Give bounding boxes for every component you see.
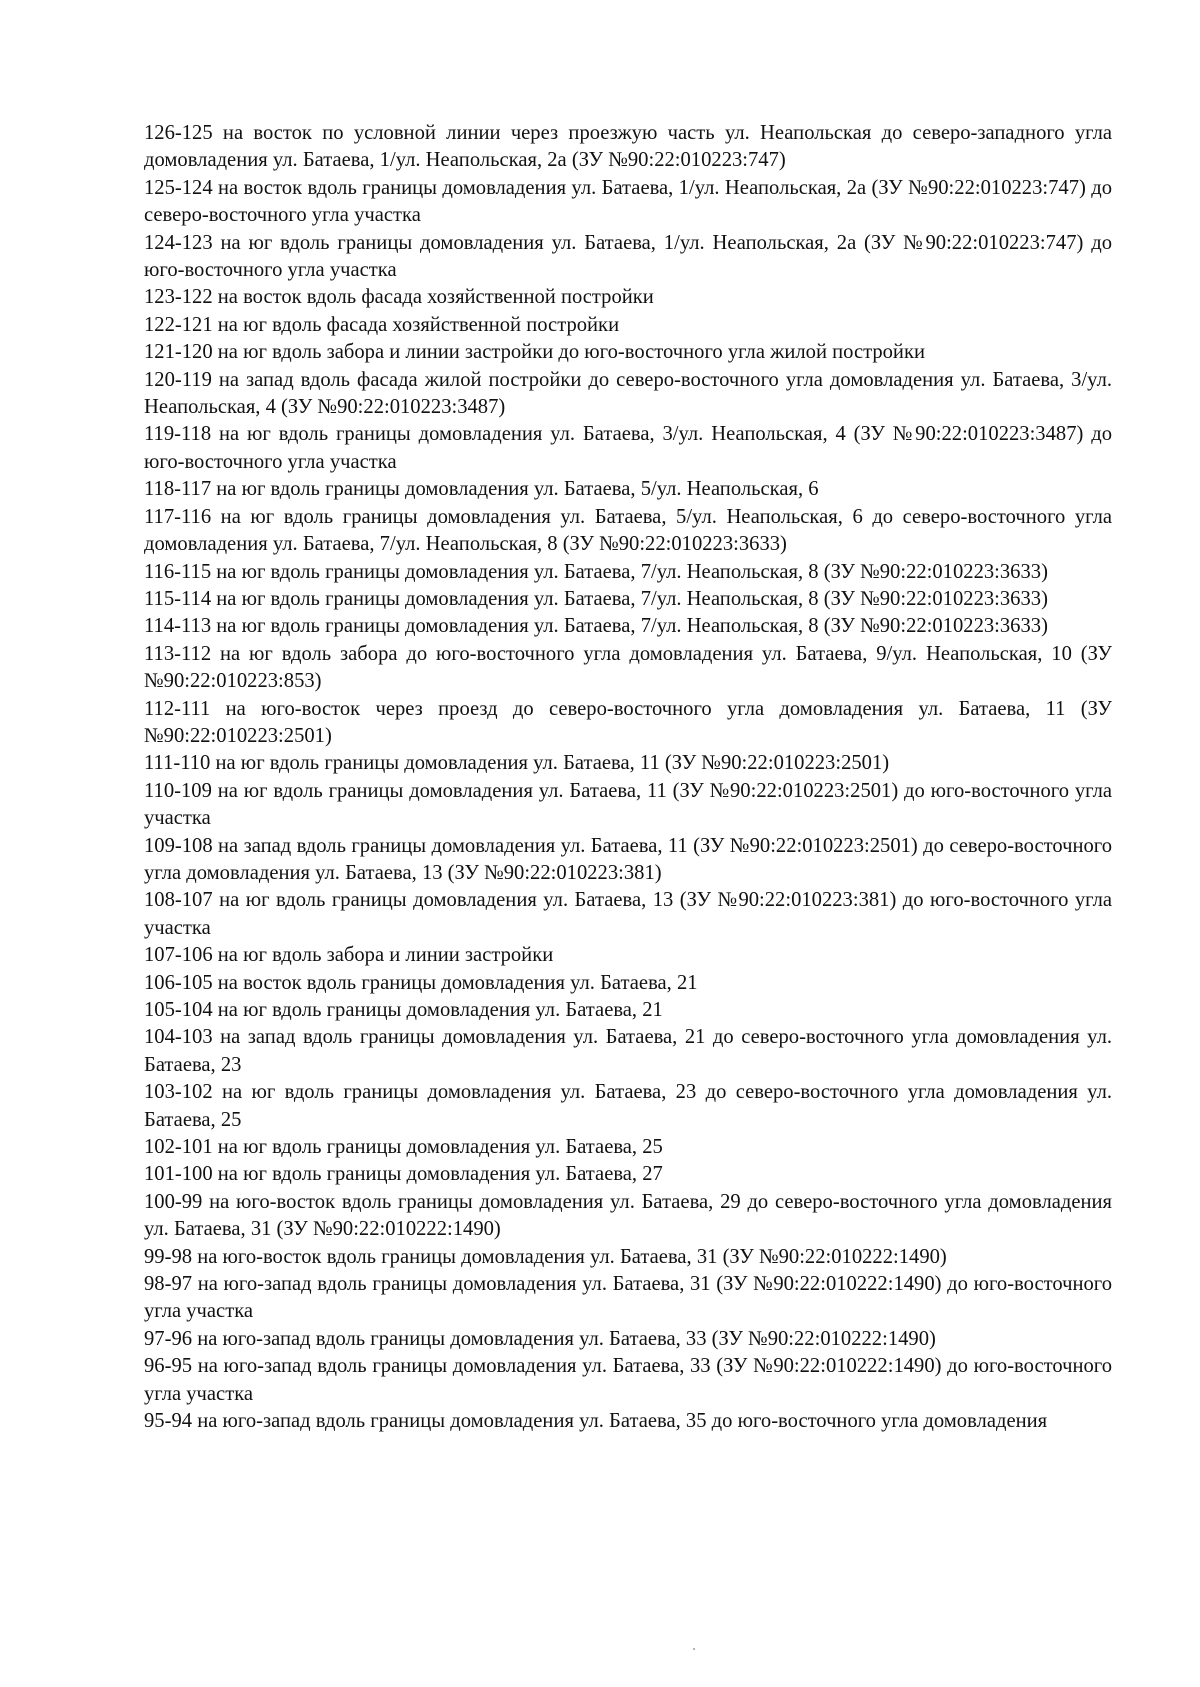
boundary-entry-120-119: 120-119 на запад вдоль фасада жилой постройки до северо-восточного угла домовладения ул. Батаева, 3/ул. Неапольская, 4 (ЗУ №90:22:010223:3487) — [144, 368, 1112, 419]
boundary-entry-117-116: 117-116 на юг вдоль границы домовладения ул. Батаева, 5/ул. Неапольская, 6 до северо-восточного угла домовладения ул. Батаева, 7/ул. Неапольская, 8 (ЗУ №90:22:010223:3633) — [144, 505, 1112, 556]
boundary-entry-121-120: 121-120 на юг вдоль забора и линии застройки до юго-восточного угла жилой постройки — [144, 341, 925, 364]
boundary-entry-97-96: 97-96 на юго-запад вдоль границы домовладения ул. Батаева, 33 (ЗУ №90:22:010222:1490) — [144, 1327, 936, 1350]
scan-speck — [693, 1648, 695, 1650]
boundary-entry-95-94: 95-94 на юго-запад вдоль границы домовладения ул. Батаева, 35 до юго-восточного угла домовладения — [144, 1410, 1048, 1433]
boundary-entry-99-98: 99-98 на юго-восток вдоль границы домовладения ул. Батаева, 31 (ЗУ №90:22:010222:1490) — [144, 1245, 947, 1268]
document-body — [144, 120, 1112, 1436]
boundary-entry-105-104: 105-104 на юг вдоль границы домовладения ул. Батаева, 21 — [144, 999, 663, 1021]
boundary-entry-103-102: 103-102 на юг вдоль границы домовладения ул. Батаева, 23 до северо-восточного угла домовладения ул. Батаева, 25 — [144, 1081, 1112, 1131]
boundary-entry-123-122: 123-122 на восток вдоль фасада хозяйственной постройки — [144, 286, 654, 309]
boundary-entry-104-103: 104-103 на запад вдоль границы домовладения ул. Батаева, 21 до северо-восточного угла домовладения ул. Батаева, 23 — [144, 1026, 1112, 1076]
boundary-entry-124-123: 124-123 на юг вдоль границы домовладения ул. Батаева, 1/ул. Неапольская, 2а (ЗУ №90:22:010223:747) до юго-восточного угла участка — [144, 231, 1112, 282]
boundary-entry-113-112: 113-112 на юг вдоль забора до юго-восточного угла домовладения ул. Батаева, 9/ул. Неапольская, 10 (ЗУ №90:22:010223:853) — [144, 642, 1112, 693]
boundary-entry-107-106: 107-106 на юг вдоль забора и линии застройки — [144, 944, 554, 967]
boundary-entry-110-109: 110-109 на юг вдоль границы домовладения ул. Батаева, 11 (ЗУ №90:22:010223:2501) до юго-восточного угла участка — [144, 779, 1112, 830]
boundary-entry-98-97: 98-97 на юго-запад вдоль границы домовладения ул. Батаева, 31 (ЗУ №90:22:010222:1490) до юго-восточного угла участка — [144, 1273, 1112, 1323]
boundary-entry-101-100: 101-100 на юг вдоль границы домовладения ул. Батаева, 27 — [144, 1163, 663, 1186]
boundary-entry-111-110: 111-110 на юг вдоль границы домовладения ул. Батаева, 11 (ЗУ №90:22:010223:2501) — [144, 752, 890, 775]
boundary-entry-114-113: 114-113 на юг вдоль границы домовладения ул. Батаева, 7/ул. Неапольская, 8 (ЗУ №90:22:010223:3633) — [144, 615, 1048, 638]
boundary-entry-126-125: 126-125 на восток по условной линии через проезжую часть ул. Неапольская до северо-западного угла домовладения ул. Батаева, 1/ул. Неапольская, 2а (ЗУ №90:22:010223:747) — [144, 122, 1112, 172]
boundary-entry-112-111: 112-111 на юго-восток через проезд до северо-восточного угла домовладения ул. Батаева, 11 (ЗУ №90:22:010223:2501) — [144, 697, 1112, 747]
boundary-entry-116-115: 116-115 на юг вдоль границы домовладения ул. Батаева, 7/ул. Неапольская, 8 (ЗУ №90:22:010223:3633) — [144, 560, 1048, 583]
boundary-entry-125-124: 125-124 на восток вдоль границы домовладения ул. Батаева, 1/ул. Неапольская, 2а (ЗУ №90:22:010223:747) до северо-восточного угла участка — [144, 176, 1112, 227]
boundary-entry-118-117: 118-117 на юг вдоль границы домовладения ул. Батаева, 5/ул. Неапольская, 6 — [144, 478, 819, 501]
boundary-entry-106-105: 106-105 на восток вдоль границы домовладения ул. Батаева, 21 — [144, 971, 698, 994]
boundary-entry-102-101: 102-101 на юг вдоль границы домовладения ул. Батаева, 25 — [144, 1136, 663, 1159]
boundary-entry-122-121: 122-121 на юг вдоль фасада хозяйственной постройки — [144, 313, 620, 336]
boundary-entry-96-95: 96-95 на юго-запад вдоль границы домовладения ул. Батаева, 33 (ЗУ №90:22:010222:1490) до юго-восточного угла участка — [144, 1355, 1112, 1405]
boundary-entry-108-107: 108-107 на юг вдоль границы домовладения ул. Батаева, 13 (ЗУ №90:22:010223:381) до юго-восточного угла участка — [144, 889, 1112, 939]
boundary-entry-115-114: 115-114 на юг вдоль границы домовладения ул. Батаева, 7/ул. Неапольская, 8 (ЗУ №90:22:010223:3633) — [144, 587, 1048, 610]
boundary-entry-109-108: 109-108 на запад вдоль границы домовладения ул. Батаева, 11 (ЗУ №90:22:010223:2501) до северо-восточного угла домовладения ул. Батаева, 13 (ЗУ №90:22:010223:381) — [144, 834, 1112, 884]
boundary-entry-100-99: 100-99 на юго-восток вдоль границы домовладения ул. Батаева, 29 до северо-восточного угла домовладения ул. Батаева, 31 (ЗУ №90:22:010222:1490) — [144, 1190, 1112, 1241]
boundary-entry-119-118: 119-118 на юг вдоль границы домовладения ул. Батаева, 3/ул. Неапольская, 4 (ЗУ №90:22:010223:3487) до юго-восточного угла участка — [144, 423, 1112, 473]
